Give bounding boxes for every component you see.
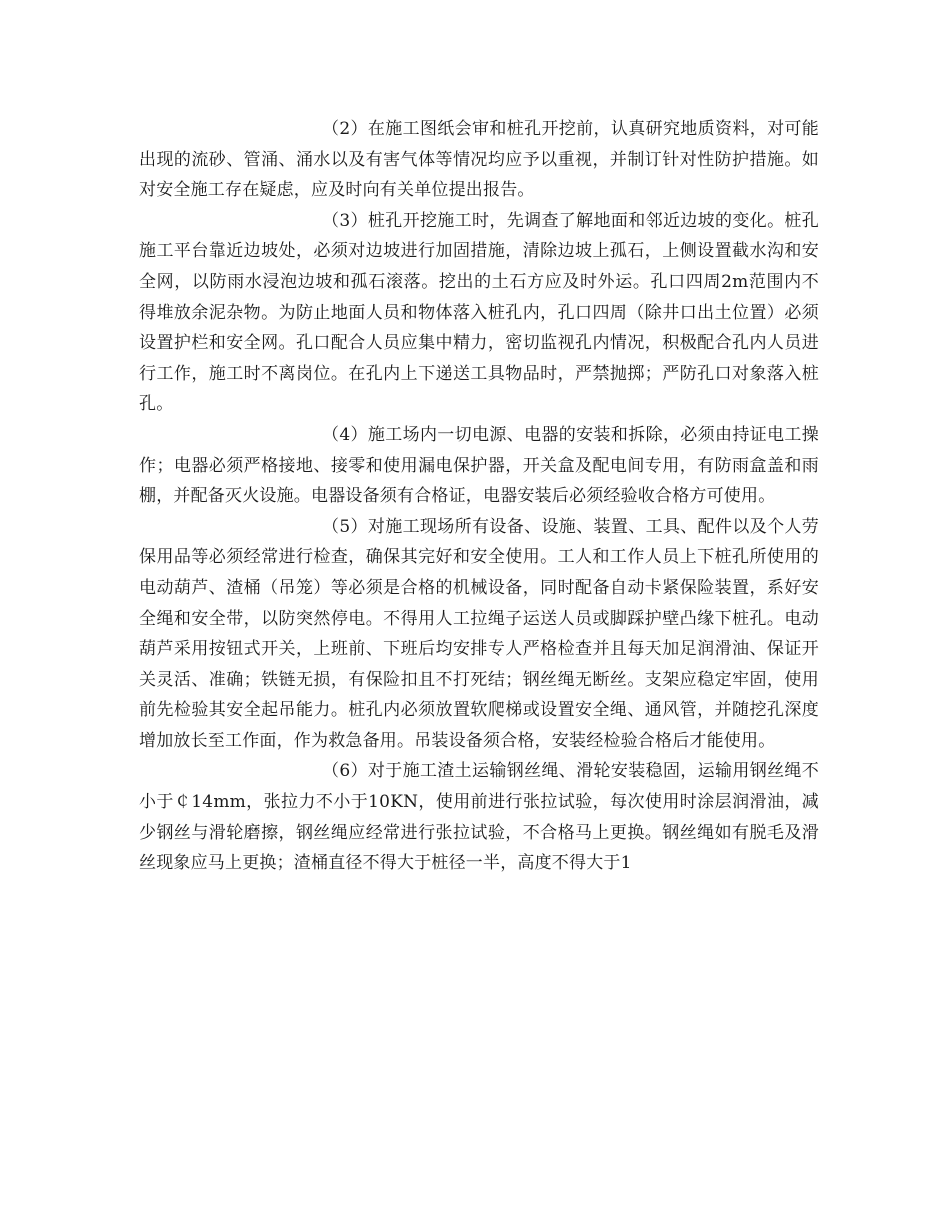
paragraph-item-5: （5）对施工现场所有设备、设施、装置、工具、配件以及个人劳保用品等必须经常进行检查，确保其完好和安全使用。工人和工作人员上下桩孔所使用的电动葫芦、渣桶（吊笼）等必须是合格的机械设备，同时配备自动卡紧保险装置，系好安全绳和安全带，以防突然停电。不得用人工拉绳子运送人员或脚踩护壁凸缘下桩孔。电动葫芦采用按钮式开关，上班前、下班后均安排专人严格检查并且每天加足润滑油、保证开关灵活、准确；铁链无损，有保险扣且不打死结；钢丝绳无断丝。支架应稳定牢固，使用前先检验其安全起吊能力。桩孔内必须放置软爬梯或设置安全绳、通风管，并随挖孔深度增加放长至工作面，作为救急备用。吊装设备须合格，安装经检验合格后才能使用。 <box>139 516 819 751</box>
paragraph-item-6: （6）对于施工渣土运输钢丝绳、滑轮安装稳固，运输用钢丝绳不小于￠14mm，张拉力不小于10KN，使用前进行张拉试验，每次使用时涂层润滑油，减少钢丝与滑轮磨擦，钢丝绳应经常进行张拉试验，不合格马上更换。钢丝绳如有脱毛及滑丝现象应马上更换；渣桶直径不得大于桩径一半，高度不得大于1 <box>139 761 819 874</box>
paragraph-item-2: （2）在施工图纸会审和桩孔开挖前，认真研究地质资料，对可能出现的流砂、管涌、涌水以及有害气体等情况均应予以重视，并制订针对性防护措施。如对安全施工存在疑虑，应及时向有关单位提出报告。 <box>139 119 819 201</box>
document-body <box>139 114 819 879</box>
paragraph-item-3: （3）桩孔开挖施工时，先调查了解地面和邻近边坡的变化。桩孔施工平台靠近边坡处，必须对边坡进行加固措施，清除边坡上孤石，上侧设置截水沟和安全网，以防雨水浸泡边坡和孤石滚落。挖出的土石方应及时外运。孔口四周2m范围内不得堆放余泥杂物。为防止地面人员和物体落入桩孔内，孔口四周（除井口出土位置）必须设置护栏和安全网。孔口配合人员应集中精力，密切监视孔内情况，积极配合孔内人员进行工作，施工时不离岗位。在孔内上下递送工具物品时，严禁抛掷；严防孔口对象落入桩孔。 <box>139 210 819 415</box>
paragraph-item-4: （4）施工场内一切电源、电器的安装和拆除，必须由持证电工操作；电器必须严格接地、接零和使用漏电保护器，开关盒及配电间专用，有防雨盒盖和雨棚，并配备灭火设施。电器设备须有合格证，电器安装后必须经验收合格方可使用。 <box>139 424 819 507</box>
